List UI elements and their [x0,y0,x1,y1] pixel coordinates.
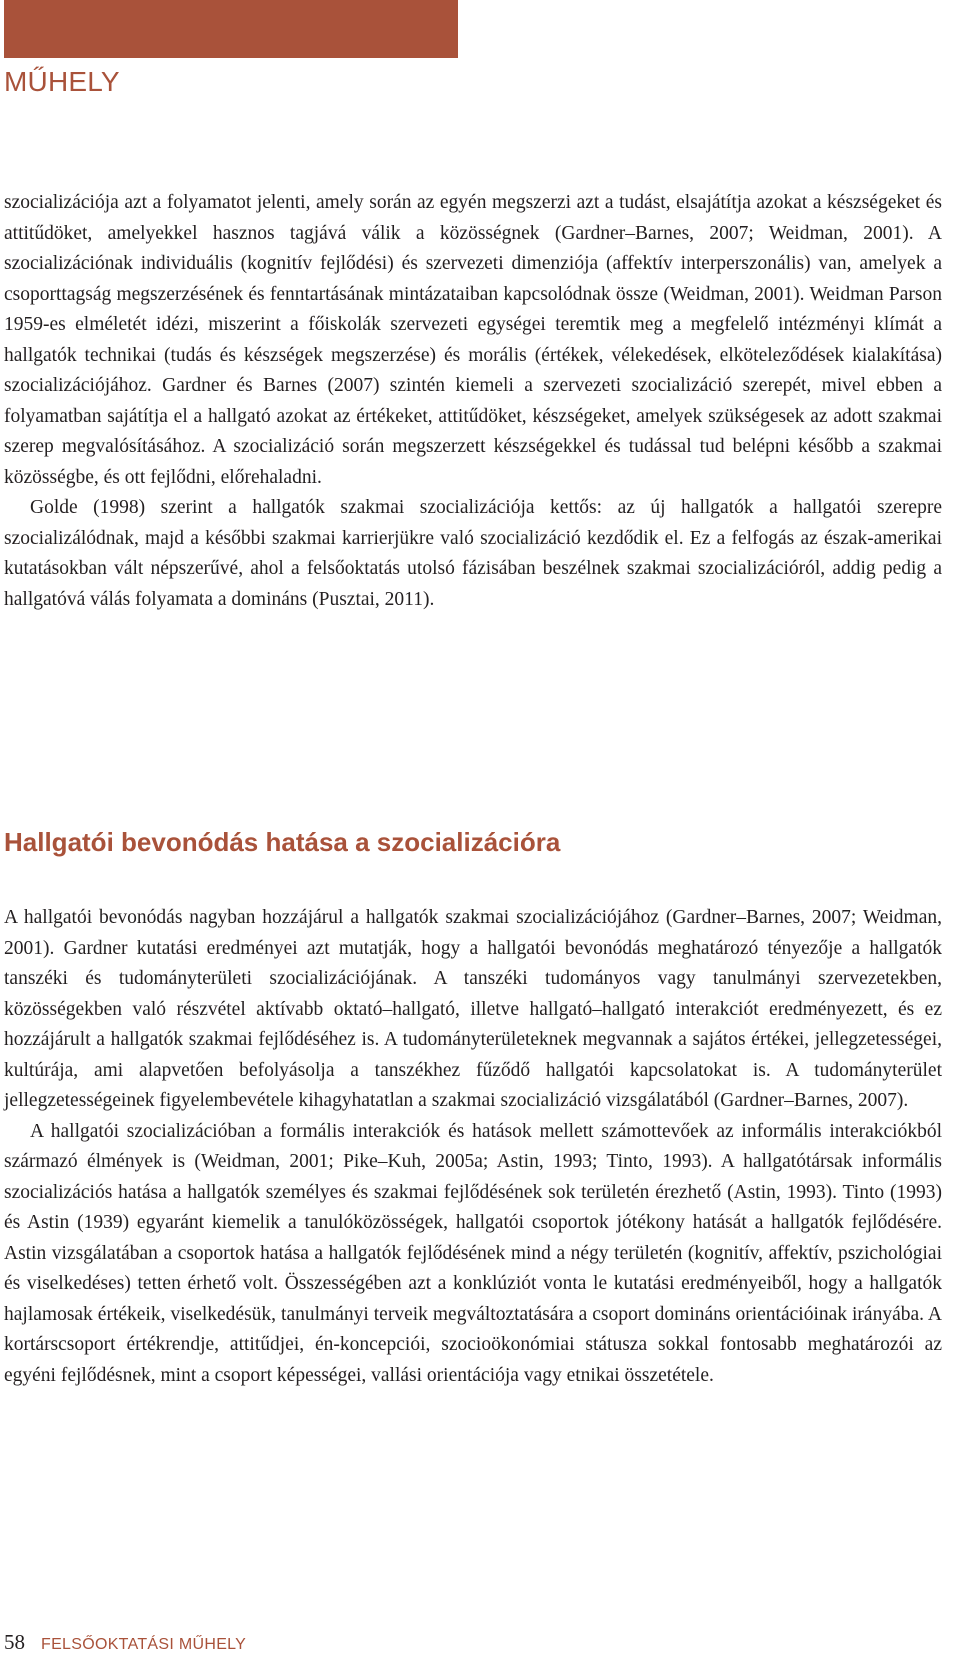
section-text-block [4,903,942,1391]
body-paragraph: A hallgatói bevonódás nagyban hozzájárul a hallgatók szakmai szocializációjához (Gardner–Barnes, 2007; Weidman, 2001). Gardner kutatási eredményei azt mutatják, hogy a hallgatói bevonódás meghatározó tényezője a hallgatók tanszéki és tudományterületi szocializációjának. A tanszéki tudományos vagy tanulmányi szervezetekben, közösségekben való részvétel aktívabb oktató–hallgató, illetve hallgató–hallgató interakciót eredményezett, és ez hozzájárult a hallgatók szakmai fejlődéséhez is. A tudományterületeknek megvannak a sajátos értékei, jellegzetességei, kultúrája, ami alapvetően befolyásolja a tanszékhez fűződő hallgatói kapcsolatokat is. A tudományterület jellegzetességeinek figyelembevétele kihagyhatatlan a szakmai szocializáció vizsgálatából (Gardner–Barnes, 2007). [4,907,942,1111]
page-footer [4,1630,246,1655]
page-number: 58 [4,1630,25,1654]
section-heading: Hallgatói bevonódás hatása a szocializációra [4,827,561,857]
journal-name: FELSŐOKTATÁSI MŰHELY [41,1636,247,1653]
intro-text-block [4,188,942,615]
section-label: MŰHELY [4,66,120,97]
body-paragraph: Golde (1998) szerint a hallgatók szakmai szocializációja kettős: az új hallgatók a hallgatói szerepre szocializálódnak, majd a későbbi szakmai karrierjükre való szocializáció kezdődik el. Ez a felfogás az észak-amerikai kutatásokban vált népszerűvé, ahol a felsőoktatás utolsó fázisában beszélnek szakmai szocializációról, addig pedig a hallgatóvá válás folyamata a domináns (Pusztai, 2011). [4,497,942,610]
body-paragraph: A hallgatói szocializációban a formális interakciók és hatások mellett számottevőek az informális interakciókból származó élmények is (Weidman, 2001; Pike–Kuh, 2005a; Astin, 1993; Tinto, 1993). A hallgatótársak informális szocializációs hatása a hallgatók személyes és szakmai fejlődésének sok területén érezhető (Astin, 1993). Tinto (1993) és Astin (1939) egyaránt kiemelik a tanulóközösségek, hallgatói csoportok jótékony hatását a hallgatók fejlődésére. Astin vizsgálatában a csoportok hatása a hallgatók fejlődésének mind a négy területén (kognitív, affektív, pszichológiai és viselkedéses) tetten érhető volt. Összességében azt a konklúziót vonta le kutatási eredményeiből, hogy a hallgatók hajlamosak értékeik, viselkedésük, tanulmányi terveik megváltoztatására a csoport domináns orientációinak irányába. A kortárscsoport értékrendje, attitűdjei, én-koncepciói, szocioökonómiai státusza sokkal fontosabb meghatározói az egyéni fejlődésnek, mint a csoport képességei, vallási orientációja vagy etnikai összetétele. [4,1120,942,1386]
body-paragraph: szocializációja azt a folyamatot jelenti, amely során az egyén megszerzi azt a tudást, elsajátítja azokat a készségeket és attitűdöket, amelyekkel hasznos tagjává válik a közösségnek (Gardner–Barnes, 2007; Weidman, 2001). A szocializációnak individuális (kognitív fejlődési) és szervezeti dimenziója (affektív interperszonális) van, amelyek a csoporttagság megszerzésének és fenntartásának mintázataiban kapcsolódnak össze (Weidman, 2001). Weidman Parson 1959-es elméletét idézi, miszerint a főiskolák szervezeti egységei teremtik meg a megfelelő intézményi klímát a hallgatók technikai (tudás és készségek megszerzése) és morális (értékek, vélekedések, elköteleződések kialakítása) szocializációjához. Gardner és Barnes (2007) szintén kiemeli a szervezeti szocializáció szerepét, mivel ebben a folyamatban sajátítja el a hallgató azokat az értékeket, attitűdöket, készségeket, amelyek szükségesek az adott szakmai szerep megvalósításához. A szocializáció során megszerzett készségekkel és tudással tud belépni később a szakmai közösségbe, és ott fejlődni, előrehaladni. [4,192,942,488]
header-color-band [4,0,458,58]
